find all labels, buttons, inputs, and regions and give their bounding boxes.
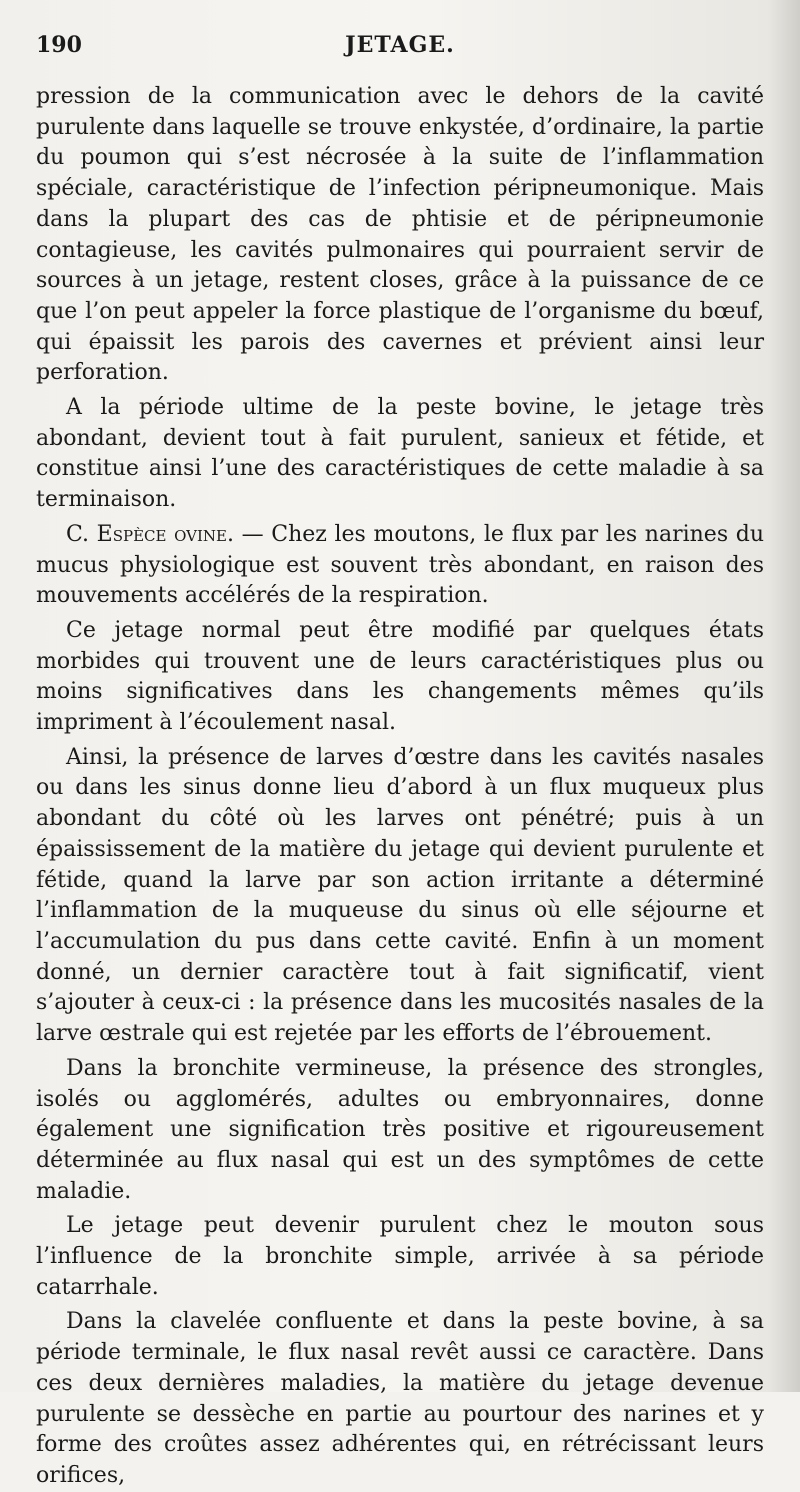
body-text — [36, 82, 764, 1492]
paragraph: Dans la clavelée confluente et dans la peste bovine, à sa période terminale, le flux nasal revêt aussi ce caractère. Dans ces deux dernières maladies, la matière du jetage devenue purulente se dessèche en partie au pourtour des narines et y forme des croûtes assez adhérentes qui, en rétrécissant leurs orifices, — [36, 1309, 764, 1488]
paragraph: Ainsi, la présence de larves d’œstre dans les cavités nasales ou dans les sinus donne lieu d’abord à un flux muqueux plus abondant du côté où les larves ont pénétré; puis à un épaississement de la matière du jetage qui devient purulente et fétide, quand la larve par son action irritante a déterminé l’inflammation de la muqueuse du sinus où elle séjourne et l’accumulation du pus dans cette cavité. Enfin à un moment donné, un dernier caractère tout à fait significatif, vient s’ajouter à ceux-ci : la présence dans les mucosités nasales de la larve œstrale qui est rejetée par les efforts de l’ébrouement. — [36, 744, 764, 1047]
paragraph-text: — Chez les moutons, le flux par les narines du mucus physiologique est souvent très abondant, en raison des mouvements accélérés de la respiration. — [36, 521, 764, 609]
paragraph-section — [36, 520, 764, 612]
paragraph: A la période ultime de la peste bovine, le jetage très abondant, devient tout à fait purulent, sanieux et fétide, et constitue ainsi l’une des caractéristiques de cette maladie à sa terminaison. — [36, 395, 764, 513]
running-title: JETAGE. — [345, 32, 455, 58]
page-number: 190 — [36, 32, 82, 58]
paragraph: Dans la bronchite vermineuse, la présence des strongles, isolés ou agglomérés, adultes ou embryonnaires, donne également une signification très positive et rigoureusement déterminée au flux nasal qui est un des symptômes de cette maladie. — [36, 1055, 764, 1204]
paragraph: Le jetage peut devenir purulent chez le mouton sous l’influence de la bronchite simple, arrivée à sa période catarrhale. — [36, 1213, 764, 1300]
paragraph: Ce jetage normal peut être modifié par quelques états morbides qui trouvent une de leurs caractéristiques plus ou moins significatives dans les changements mêmes qu’ils impriment à l’écoulement nasal. — [36, 617, 764, 736]
paragraph-continued: pression de la communication avec le dehors de la cavité purulente dans laquelle se trouve enkystée, d’ordinaire, la partie du poumon qui s’est nécrosée à la suite de l’inflammation spéciale, caractéristique de l’infection péripneumonique. Mais dans la plupart des cas de phtisie et de péripneumonie contagieuse, les cavités pulmonaires qui pourraient servir de sources à un jetage, restent closes, grâce à la puissance de ce que l’on peut appeler la force plastique de l’organisme du bœuf, qui épaissit les parois des cavernes et prévient ainsi leur perforation. — [36, 84, 764, 386]
running-head — [36, 28, 764, 68]
section-heading: C. Espèce ovine. — [66, 521, 234, 547]
